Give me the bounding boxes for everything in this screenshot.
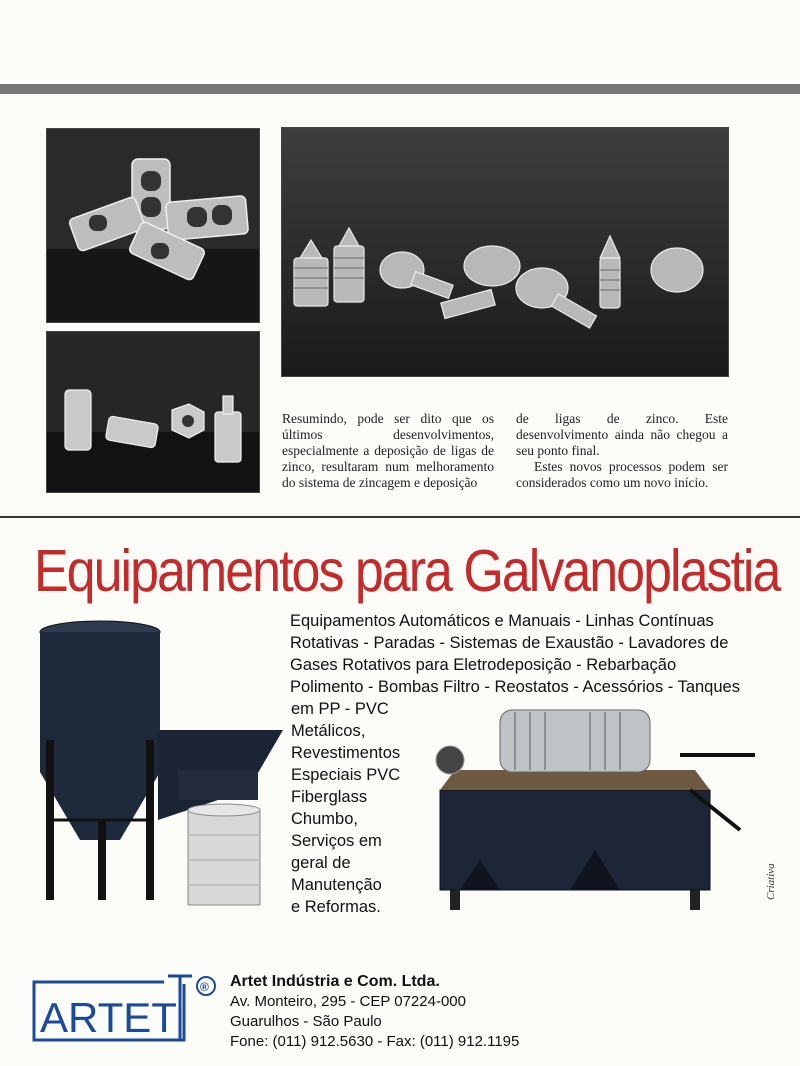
registered-mark: ® [200, 980, 209, 994]
artet-logo [32, 974, 217, 1044]
credit-text: Criativa [765, 863, 777, 900]
service-line: Serviços em [291, 832, 382, 850]
fittings-illustration [47, 332, 259, 492]
photo-fittings [46, 331, 260, 493]
photo-brackets [46, 128, 260, 323]
ad-line: Gases Rotativos para Eletrodeposição - Rebarbação [290, 656, 677, 674]
company-info [230, 972, 519, 1052]
photo-screws [281, 127, 729, 377]
article-paragraph: Resumindo, pode ser dito que os últimos desenvolvimentos, especialmente a deposição de ligas de zinco, resultaram num melhoramento do sistema de zincagem e deposição [282, 411, 494, 490]
plating-barrel-illustration [420, 700, 760, 910]
service-line: Revestimentos [291, 744, 401, 762]
company-name: Artet Indústria e Com. Ltda. [230, 973, 440, 990]
article-paragraph: Estes novos processos podem ser considerados como um novo início. [516, 459, 728, 490]
service-line: e Reformas. [291, 898, 381, 916]
section-divider [0, 516, 800, 518]
article-column-1 [282, 411, 494, 491]
ad-services-list [291, 698, 431, 918]
service-line: geral de [291, 854, 351, 872]
ad-line: Rotativas - Paradas - Sistemas de Exaustão - Lavadores de [290, 634, 729, 652]
company-address: Av. Monteiro, 295 - CEP 07224-000 [230, 993, 466, 1010]
screws-illustration [282, 128, 728, 376]
ad-product-list [290, 610, 770, 698]
ad-line: Polimento - Bombas Filtro - Reostatos - Acessórios - Tanques [290, 678, 740, 696]
service-line: Manutenção [291, 876, 382, 894]
service-line: Fiberglass [291, 788, 368, 806]
service-line: Chumbo, [291, 810, 358, 828]
exhaust-tower-illustration [38, 620, 288, 910]
logo-text: ARTET [40, 994, 177, 1041]
article-column-2 [516, 411, 728, 491]
company-phone: Fone: (011) 912.5630 - Fax: (011) 912.1195 [230, 1033, 520, 1050]
ad-title: Equipamentos para Galvanoplastia [34, 538, 780, 605]
service-line: Metálicos, [291, 722, 366, 740]
company-city: Guarulhos - São Paulo [230, 1013, 382, 1030]
top-bar [0, 84, 800, 94]
service-line: em PP - PVC [291, 700, 389, 718]
article-paragraph: de ligas de zinco. Este desenvolvimento ainda não chegou a seu ponto final. [516, 411, 728, 458]
ad-line: Equipamentos Automáticos e Manuais - Linhas Contínuas [290, 612, 714, 630]
service-line: Especiais PVC [291, 766, 401, 784]
brackets-illustration [47, 129, 259, 322]
